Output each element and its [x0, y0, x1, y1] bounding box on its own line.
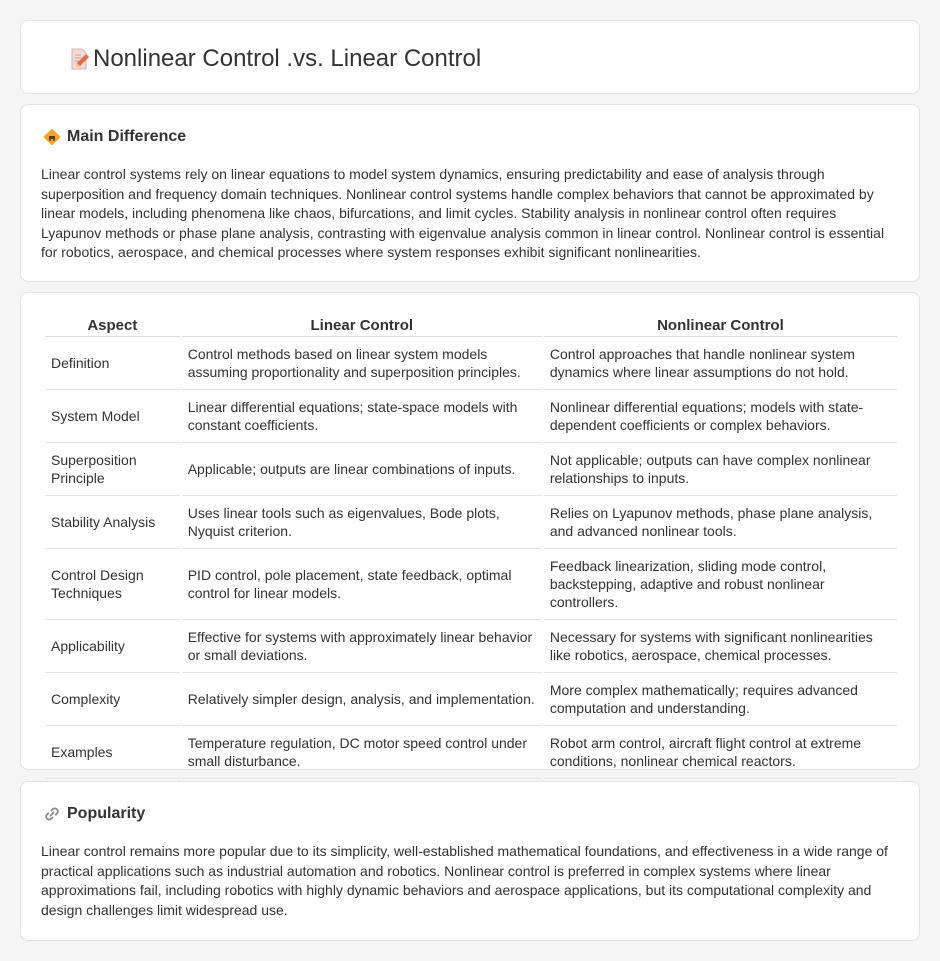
main-difference-text: Linear control systems rely on linear equations to model system dynamics, ensuring predictability and ease of analysis through superposition and frequency domain techniques. Nonlinear control systems handle complex behaviors that cannot be approximated by linear models, including phenomena like chaos, bifurcations, and limit cycles. Stability analysis in nonlinear control often requires Lyapunov methods or phase plane analysis, contrasting with eigenvalue analysis common in linear control. Nonlinear control is essential for robotics, aerospace, and chemical processes where system responses exhibit significant nonlinearities. [41, 166, 885, 261]
aspect-cell: System Model [45, 390, 180, 443]
main-difference-heading: Main Difference [67, 128, 187, 145]
link-icon [43, 805, 61, 823]
aspect-cell: Applicability [45, 620, 180, 673]
table-row [45, 337, 897, 390]
table-row [45, 620, 897, 673]
nonlinear-cell: Robot arm control, aircraft flight control at extreme conditions, nonlinear chemical reactors. [544, 726, 897, 779]
linear-cell: Temperature regulation, DC motor speed control under small disturbance. [182, 726, 542, 779]
comparison-table [43, 315, 899, 779]
nonlinear-cell: Necessary for systems with significant nonlinearities like robotics, aerospace, chemical processes. [544, 620, 897, 673]
linear-cell: Applicable; outputs are linear combinations of inputs. [182, 443, 542, 496]
linear-cell: Relatively simpler design, analysis, and implementation. [182, 673, 542, 726]
popularity-text: Linear control remains more popular due to its simplicity, well-established mathematical foundations, and effectiveness in a wide range of practical applications such as industrial automation and robotics. Nonlinear control is preferred in complex systems where linear approximations fail, including robotics with highly dynamic behaviors and aerospace applications, but its computational complexity and design challenges limit widespread use. [41, 843, 888, 918]
table-header-row [45, 315, 897, 337]
table-row [45, 390, 897, 443]
linear-cell: Uses linear tools such as eigenvalues, Bode plots, Nyquist criterion. [182, 496, 542, 549]
diamond-sign-icon [43, 128, 61, 146]
table-row [45, 726, 897, 779]
aspect-cell: Complexity [45, 673, 180, 726]
main-difference-card [20, 104, 920, 282]
nonlinear-cell: Not applicable; outputs can have complex nonlinear relationships to inputs. [544, 443, 897, 496]
header-linear: Linear Control [182, 315, 542, 337]
main-difference-header [43, 126, 186, 148]
nonlinear-cell: Feedback linearization, sliding mode control, backstepping, adaptive and robust nonlinear controllers. [544, 549, 897, 620]
nonlinear-cell: More complex mathematically; requires advanced computation and understanding. [544, 673, 897, 726]
table-row [45, 673, 897, 726]
table-row [45, 443, 897, 496]
nonlinear-cell: Relies on Lyapunov methods, phase plane analysis, and advanced nonlinear tools. [544, 496, 897, 549]
nonlinear-cell: Control approaches that handle nonlinear system dynamics where linear assumptions do not hold. [544, 337, 897, 390]
table-row [45, 496, 897, 549]
header-aspect: Aspect [45, 315, 180, 337]
linear-cell: Effective for systems with approximately linear behavior or small deviations. [182, 620, 542, 673]
linear-cell: Linear differential equations; state-space models with constant coefficients. [182, 390, 542, 443]
popularity-header [43, 803, 145, 825]
popularity-card [20, 781, 920, 941]
aspect-cell: Stability Analysis [45, 496, 180, 549]
aspect-cell: Control Design Techniques [45, 549, 180, 620]
linear-cell: PID control, pole placement, state feedback, optimal control for linear models. [182, 549, 542, 620]
linear-cell: Control methods based on linear system models assuming proportionality and superposition principles. [182, 337, 542, 390]
page-title: Nonlinear Control .vs. Linear Control [93, 45, 482, 72]
header-nonlinear: Nonlinear Control [544, 315, 897, 337]
aspect-cell: Superposition Principle [45, 443, 180, 496]
aspect-cell: Examples [45, 726, 180, 779]
pencil-document-icon [67, 47, 91, 71]
table-row [45, 549, 897, 620]
comparison-card [20, 292, 920, 770]
title-card [20, 20, 920, 94]
aspect-cell: Definition [45, 337, 180, 390]
popularity-heading: Popularity [67, 805, 146, 822]
nonlinear-cell: Nonlinear differential equations; models with state-dependent coefficients or complex behaviors. [544, 390, 897, 443]
